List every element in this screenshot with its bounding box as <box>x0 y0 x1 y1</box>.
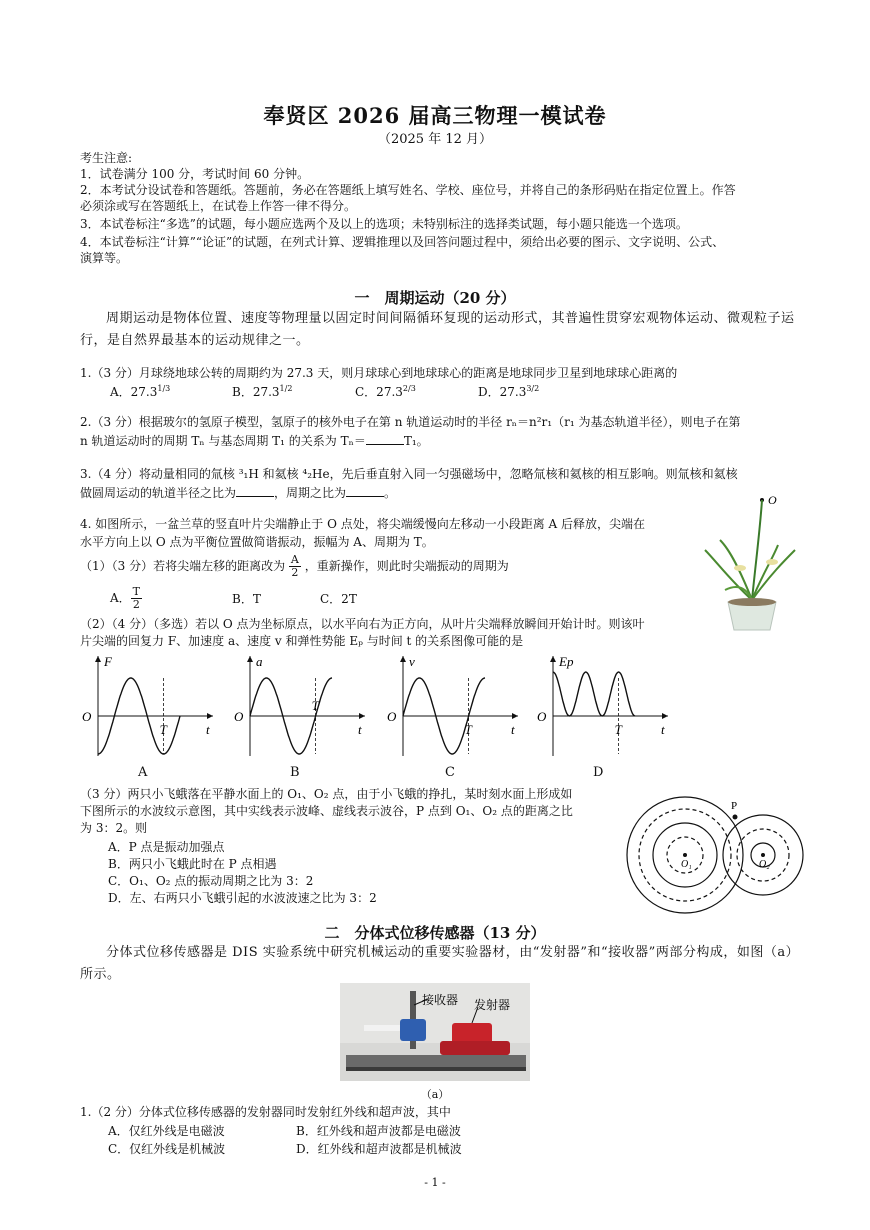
q4-sub1-option-c[interactable]: C．2T <box>320 592 357 606</box>
q5-option-d[interactable]: D．左、右两只小飞蛾引起的水波波速之比为 3：2 <box>108 891 377 905</box>
point-o-label: O <box>768 493 777 507</box>
point-o1-label: O₁ <box>681 859 692 870</box>
page-number: - 1 - <box>424 1176 446 1189</box>
q4-line2: 水平方向上以 O 点为平衡位置做简谐振动，振幅为 A、周期为 T。 <box>80 535 434 549</box>
fraction-a-over-2: $\frac{A}{2}$ <box>290 553 299 579</box>
q5-option-a[interactable]: A．P 点是振动加强点 <box>108 840 225 854</box>
q3-line2: 做圆周运动的轨道半径之比为 ，周期之比为 。 <box>80 486 397 500</box>
graph-t-axis-label: t <box>358 722 362 737</box>
exam-title: 奉贤区 2026 届高三物理一模试卷 <box>263 103 607 128</box>
s2-q1-stem: 1.（2 分）分体式位移传感器的发射器同时发射红外线和超声波，其中 <box>80 1105 451 1119</box>
orchid-plant-image <box>700 490 800 640</box>
graph-y-axis-label: Ep <box>559 654 574 669</box>
graph-c[interactable] <box>387 654 518 756</box>
q5-line3: 为 3：2。则 <box>80 821 148 835</box>
graph-period-label: T <box>311 698 319 713</box>
q2-line2: n 轨道运动时的周期 Tₙ 与基态周期 T₁ 的关系为 Tₙ＝ T₁。 <box>80 434 429 448</box>
point-p-label: P <box>731 800 738 812</box>
q3-line1: 3.（4 分）将动量相同的氚核 ³₁H 和氦核 ⁴₂He，先后垂直射入同一匀强磁场中，忽略氚核和氦核的相互影响。则氚核和氦核 <box>80 467 738 481</box>
q4-sub1-option-b[interactable]: B．T <box>232 592 261 606</box>
graph-option-a-label[interactable]: A <box>138 765 148 780</box>
q5-line1: （3 分）两只小飞蛾落在平静水面上的 O₁、O₂ 点，由于小飞蛾的挣扎，某时刻水面上形成如 <box>80 787 573 801</box>
graph-origin-label: O <box>234 709 244 724</box>
q5-option-b[interactable]: B．两只小飞蛾此时在 P 点相遇 <box>108 857 277 871</box>
exam-date: （2025 年 12 月） <box>377 132 493 147</box>
notice-item: 4．本试卷标注“计算”“论证”的试题，在列式计算、逻辑推理以及回答问题过程中，须给出必要的图示、文字说明、公式、 <box>80 235 725 249</box>
q4-line1: 4. 如图所示，一盆兰草的竖直叶片尖端静止于 O 点处，将尖端缓慢向左移动一小段距离 A 后释放，尖端在 <box>80 517 646 531</box>
graph-d[interactable] <box>537 654 668 756</box>
s2-q1-option-b[interactable]: B．红外线和超声波都是电磁波 <box>296 1124 461 1138</box>
graph-t-axis-label: t <box>511 722 515 737</box>
graph-period-label: T <box>614 722 622 737</box>
emitter-label: 发射器 <box>474 998 511 1012</box>
q2-answer-blank[interactable] <box>366 432 404 445</box>
notice-item: 1．试卷满分 100 分，考试时间 60 分钟。 <box>80 167 310 181</box>
q1-option-a[interactable]: A．$27.3^{1/3}$ <box>110 384 171 399</box>
graph-y-axis-label: v <box>409 654 415 669</box>
graph-y-axis-label: a <box>256 654 263 669</box>
point-o2-label: O₂ <box>759 859 770 870</box>
graph-option-d-label[interactable]: D <box>593 765 604 780</box>
notice-item: 3．本试卷标注“多选”的试题，每小题应选两个及以上的选项；未特别标注的选择类试题，每小题只能选一个选项。 <box>80 217 688 231</box>
graph-t-axis-label: t <box>661 722 665 737</box>
graph-option-b-label[interactable]: B <box>290 765 300 780</box>
graph-origin-label: O <box>82 709 92 724</box>
q4-sub1: （1）（3 分）若将尖端左移的距离改为 $\frac{A}{2}$ ，重新操作，则此时尖端振动的周期为 <box>80 553 509 579</box>
graph-t-axis-label: t <box>206 722 210 737</box>
graph-origin-label: O <box>387 709 397 724</box>
graph-a[interactable] <box>82 654 213 756</box>
section2-heading: 二 分体式位移传感器（13 分） <box>324 924 546 942</box>
notice-heading: 考生注意: <box>80 151 133 165</box>
section2-intro: 分体式位移传感器是 DIS 实验系统中研究机械运动的重要实验器材，由“发射器”和“接收器”两部分构成，如图（a）所示。 <box>80 945 793 982</box>
notice-item: 演算等。 <box>80 251 129 265</box>
s2-q1-option-c[interactable]: C．仅红外线是机械波 <box>108 1142 226 1156</box>
s2-q1-option-d[interactable]: D．红外线和超声波都是机械波 <box>296 1142 462 1156</box>
graph-origin-label: O <box>537 709 547 724</box>
section1-intro: 周期运动是物体位置、速度等物理量以固定时间间隔循环复现的运动形式，其普遍性贯穿宏观物体运动、微观粒子运行，是自然界最基本的运动规律之一。 <box>80 311 795 348</box>
displacement-sensor-photo <box>340 983 530 1081</box>
q4-sub1-option-a[interactable]: A． $\frac{T}{2}$ <box>110 585 141 611</box>
figure-a-caption: （a） <box>420 1088 450 1101</box>
q4-sub2-line1: （2）（4 分）（多选）若以 O 点为坐标原点，以水平向右为正方向，从叶片尖端释放瞬间开始计时。则该叶 <box>80 617 645 631</box>
receiver-label: 接收器 <box>422 993 459 1007</box>
s2-q1-option-a[interactable]: A．仅红外线是电磁波 <box>108 1124 225 1138</box>
q5-option-c[interactable]: C．O₁、O₂ 点的振动周期之比为 3：2 <box>108 874 314 888</box>
q1-option-c[interactable]: C．$27.3^{2/3}$ <box>355 384 416 399</box>
graph-y-axis-label: F <box>104 654 112 669</box>
q3-period-blank[interactable] <box>346 484 384 497</box>
graph-option-c-label[interactable]: C <box>445 765 455 780</box>
q5-line2: 下图所示的水波纹示意图，其中实线表示波峰、虚线表示波谷，P 点到 O₁、O₂ 点的距离之比 <box>80 804 573 818</box>
q1-option-d[interactable]: D．$27.3^{3/2}$ <box>478 384 540 399</box>
q4-graph-options <box>78 652 798 782</box>
q1-stem: 1.（3 分）月球绕地球公转的周期约为 27.3 天，则月球球心到地球球心的距离是地球同步卫星到地球球心距离的 <box>80 366 678 380</box>
q2-line1: 2.（3 分）根据玻尔的氢原子模型，氢原子的核外电子在第 n 轨道运动时的半径 rₙ＝n²r₁（r₁ 为基态轨道半径），则电子在第 <box>80 415 741 429</box>
graph-period-label: T <box>464 722 472 737</box>
graph-period-label: T <box>159 722 167 737</box>
section1-heading: 一 周期运动（20 分） <box>354 289 516 307</box>
notice-item: 2．本考试分设试卷和答题纸。答题前，务必在答题纸上填写姓名、学校、座位号，并将自己的条形码贴在指定位置上。作答 <box>80 183 736 197</box>
graph-b[interactable] <box>234 654 365 756</box>
q4-sub2-line2: 片尖端的回复力 F、加速度 a、速度 v 和弹性势能 Eₚ 与时间 t 的关系图像可能的是 <box>80 634 524 648</box>
notice-item: 必须涂或写在答题纸上，在试卷上作答一律不得分。 <box>80 199 357 213</box>
q1-option-b[interactable]: B．$27.3^{1/2}$ <box>232 384 293 399</box>
q3-radius-blank[interactable] <box>236 484 274 497</box>
water-wave-diagram <box>615 795 805 915</box>
